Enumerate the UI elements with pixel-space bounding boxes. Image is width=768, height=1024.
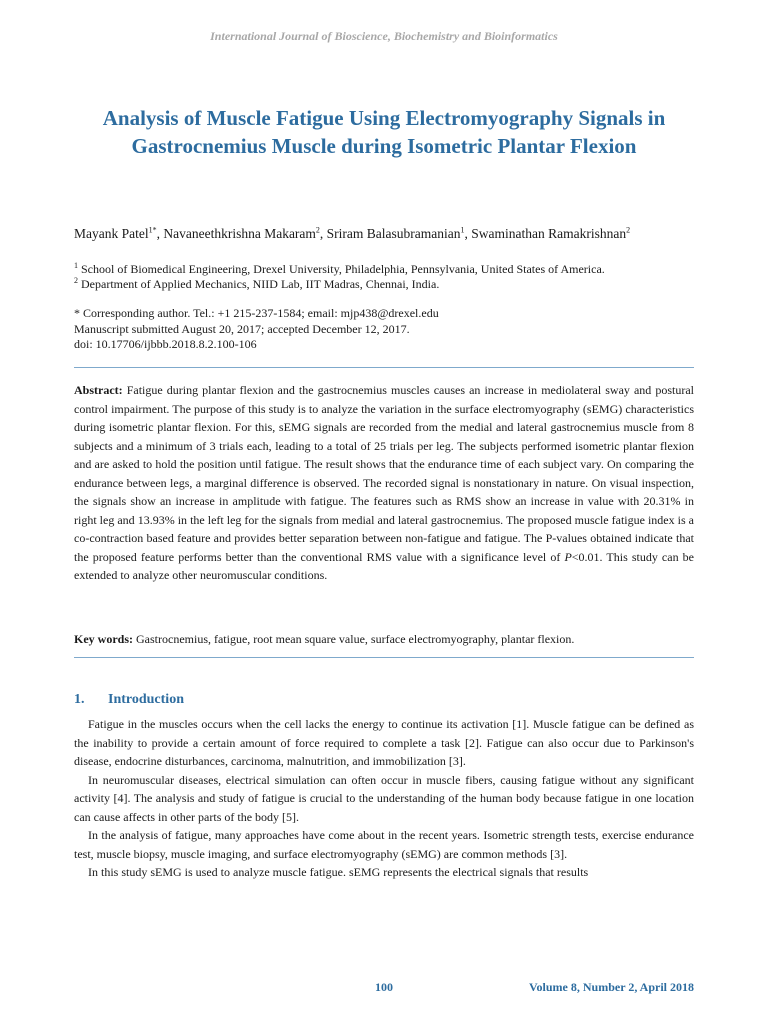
- author-affiliation-marker: 1*: [148, 225, 157, 235]
- abstract-label: Abstract:: [74, 383, 123, 397]
- author-separator: ,: [156, 226, 164, 241]
- affiliation-text: Department of Applied Mechanics, NIID Lab, IIT Madras, Chennai, India.: [78, 277, 440, 291]
- corresponding-author: * Corresponding author. Tel.: +1 215-237-1584; email: mjp438@drexel.edu: [74, 306, 439, 320]
- author-affiliation-marker: 2: [315, 225, 320, 235]
- keywords-text: Gastrocnemius, fatigue, root mean square value, surface electromyography, plantar flexion.: [133, 632, 575, 646]
- author-name: Mayank Patel: [74, 226, 149, 241]
- volume-info: Volume 8, Number 2, April 2018: [528, 980, 694, 994]
- divider: [74, 367, 694, 368]
- doi: doi: 10.17706/ijbbb.2018.8.2.100-106: [74, 337, 257, 351]
- introduction-body: [74, 715, 694, 882]
- author-list: [74, 224, 694, 243]
- abstract: [74, 381, 694, 585]
- author-separator: ,: [319, 226, 327, 241]
- page-number: 100: [375, 980, 393, 994]
- affiliation-marker: 2: [74, 276, 78, 285]
- paragraph: In this study sEMG is used to analyze muscle fatigue. sEMG represents the electrical signals that results: [88, 865, 589, 879]
- abstract-text-end: <0.01. This study can be extended to analyze other neuromuscular conditions.: [74, 549, 694, 582]
- keywords-label: Key words:: [74, 632, 133, 646]
- keywords: [74, 630, 694, 648]
- author-name: Swaminathan Ramakrishnan: [471, 226, 627, 241]
- affiliation: [74, 262, 704, 277]
- paragraph: In neuromuscular diseases, electrical simulation can often occur in muscle fibers, causing fatigue without any significant activity [4]. The analysis and study of fatigue is crucial to the understanding of the human body because fatigue in one location can cause affects in other parts of the body [5].: [74, 772, 694, 824]
- abstract-p-symbol: P: [564, 549, 572, 564]
- abstract-text: Fatigue during plantar flexion and the gastrocnemius muscles causes an increase in mediolateral sway and postural control impairment. The purpose of this study is to analyze the variation in the surface electromyography (sEMG) characteristics during isometric plantar flexion. For this, sEMG signals are recorded from the medial and lateral gastrocnemius muscle from 8 subjects and a minimum of 3 trials each, leading to a total of 25 trials per leg. The subjects performed isometric plantar flexion and are asked to hold the position until fatigue. The result shows that the endurance time of each subject vary. On comparing the endurance between legs, a marginal difference is observed. The recorded signal is nonstationary in nature. On visual inspection, the signals show an increase in amplitude with fatigue. The features such as RMS show an increase in value with 20.31% in right leg and 13.93% in the left leg for the signals from medial and lateral gastrocnemius. The proposed muscle fatigue index is a co-contraction based feature and provides better separation between non-fatigue and fatigue. The P-values obtained indicate that the proposed feature performs better than the conventional RMS value with a significance level of: [74, 383, 694, 564]
- affiliation-marker: 1: [74, 261, 78, 270]
- affiliation: [74, 277, 704, 292]
- paragraph: In the analysis of fatigue, many approaches have come about in the recent years. Isometric strength tests, exercise endurance test, muscle biopsy, muscle imaging, and surface electromyography (sEMG) are common methods [3].: [74, 828, 694, 861]
- author-name: Navaneethkrishna Makaram: [163, 226, 316, 241]
- affiliation-text: School of Biomedical Engineering, Drexel University, Philadelphia, Pennsylvania, United States of America.: [78, 262, 605, 276]
- section-title: Introduction: [108, 692, 184, 707]
- author-name: Sriram Balasubramanian: [326, 226, 461, 241]
- journal-header: International Journal of Bioscience, Biochemistry and Bioinformatics: [210, 29, 558, 43]
- paper-title: Analysis of Muscle Fatigue Using Electromyography Signals in Gastrocnemius Muscle during Isometric Plantar Flexion: [102, 106, 666, 158]
- paragraph: Fatigue in the muscles occurs when the cell lacks the energy to continue its activation [1]. Muscle fatigue can be defined as the inability to provide a certain amount of force required to complete a task [2]. Fatigue can also occur due to Parkinson's disease, endocrine disturbances, carcinoma, malnutrition, and immobilization [3].: [74, 717, 694, 768]
- author-affiliation-marker: 2: [626, 225, 631, 235]
- correspondence-block: [74, 306, 704, 353]
- author-affiliation-marker: 1: [460, 225, 465, 235]
- author-separator: ,: [464, 226, 472, 241]
- section-number: 1.: [74, 692, 85, 707]
- divider: [74, 657, 694, 658]
- submission-dates: Manuscript submitted August 20, 2017; accepted December 12, 2017.: [74, 321, 410, 336]
- section-heading: [74, 692, 184, 708]
